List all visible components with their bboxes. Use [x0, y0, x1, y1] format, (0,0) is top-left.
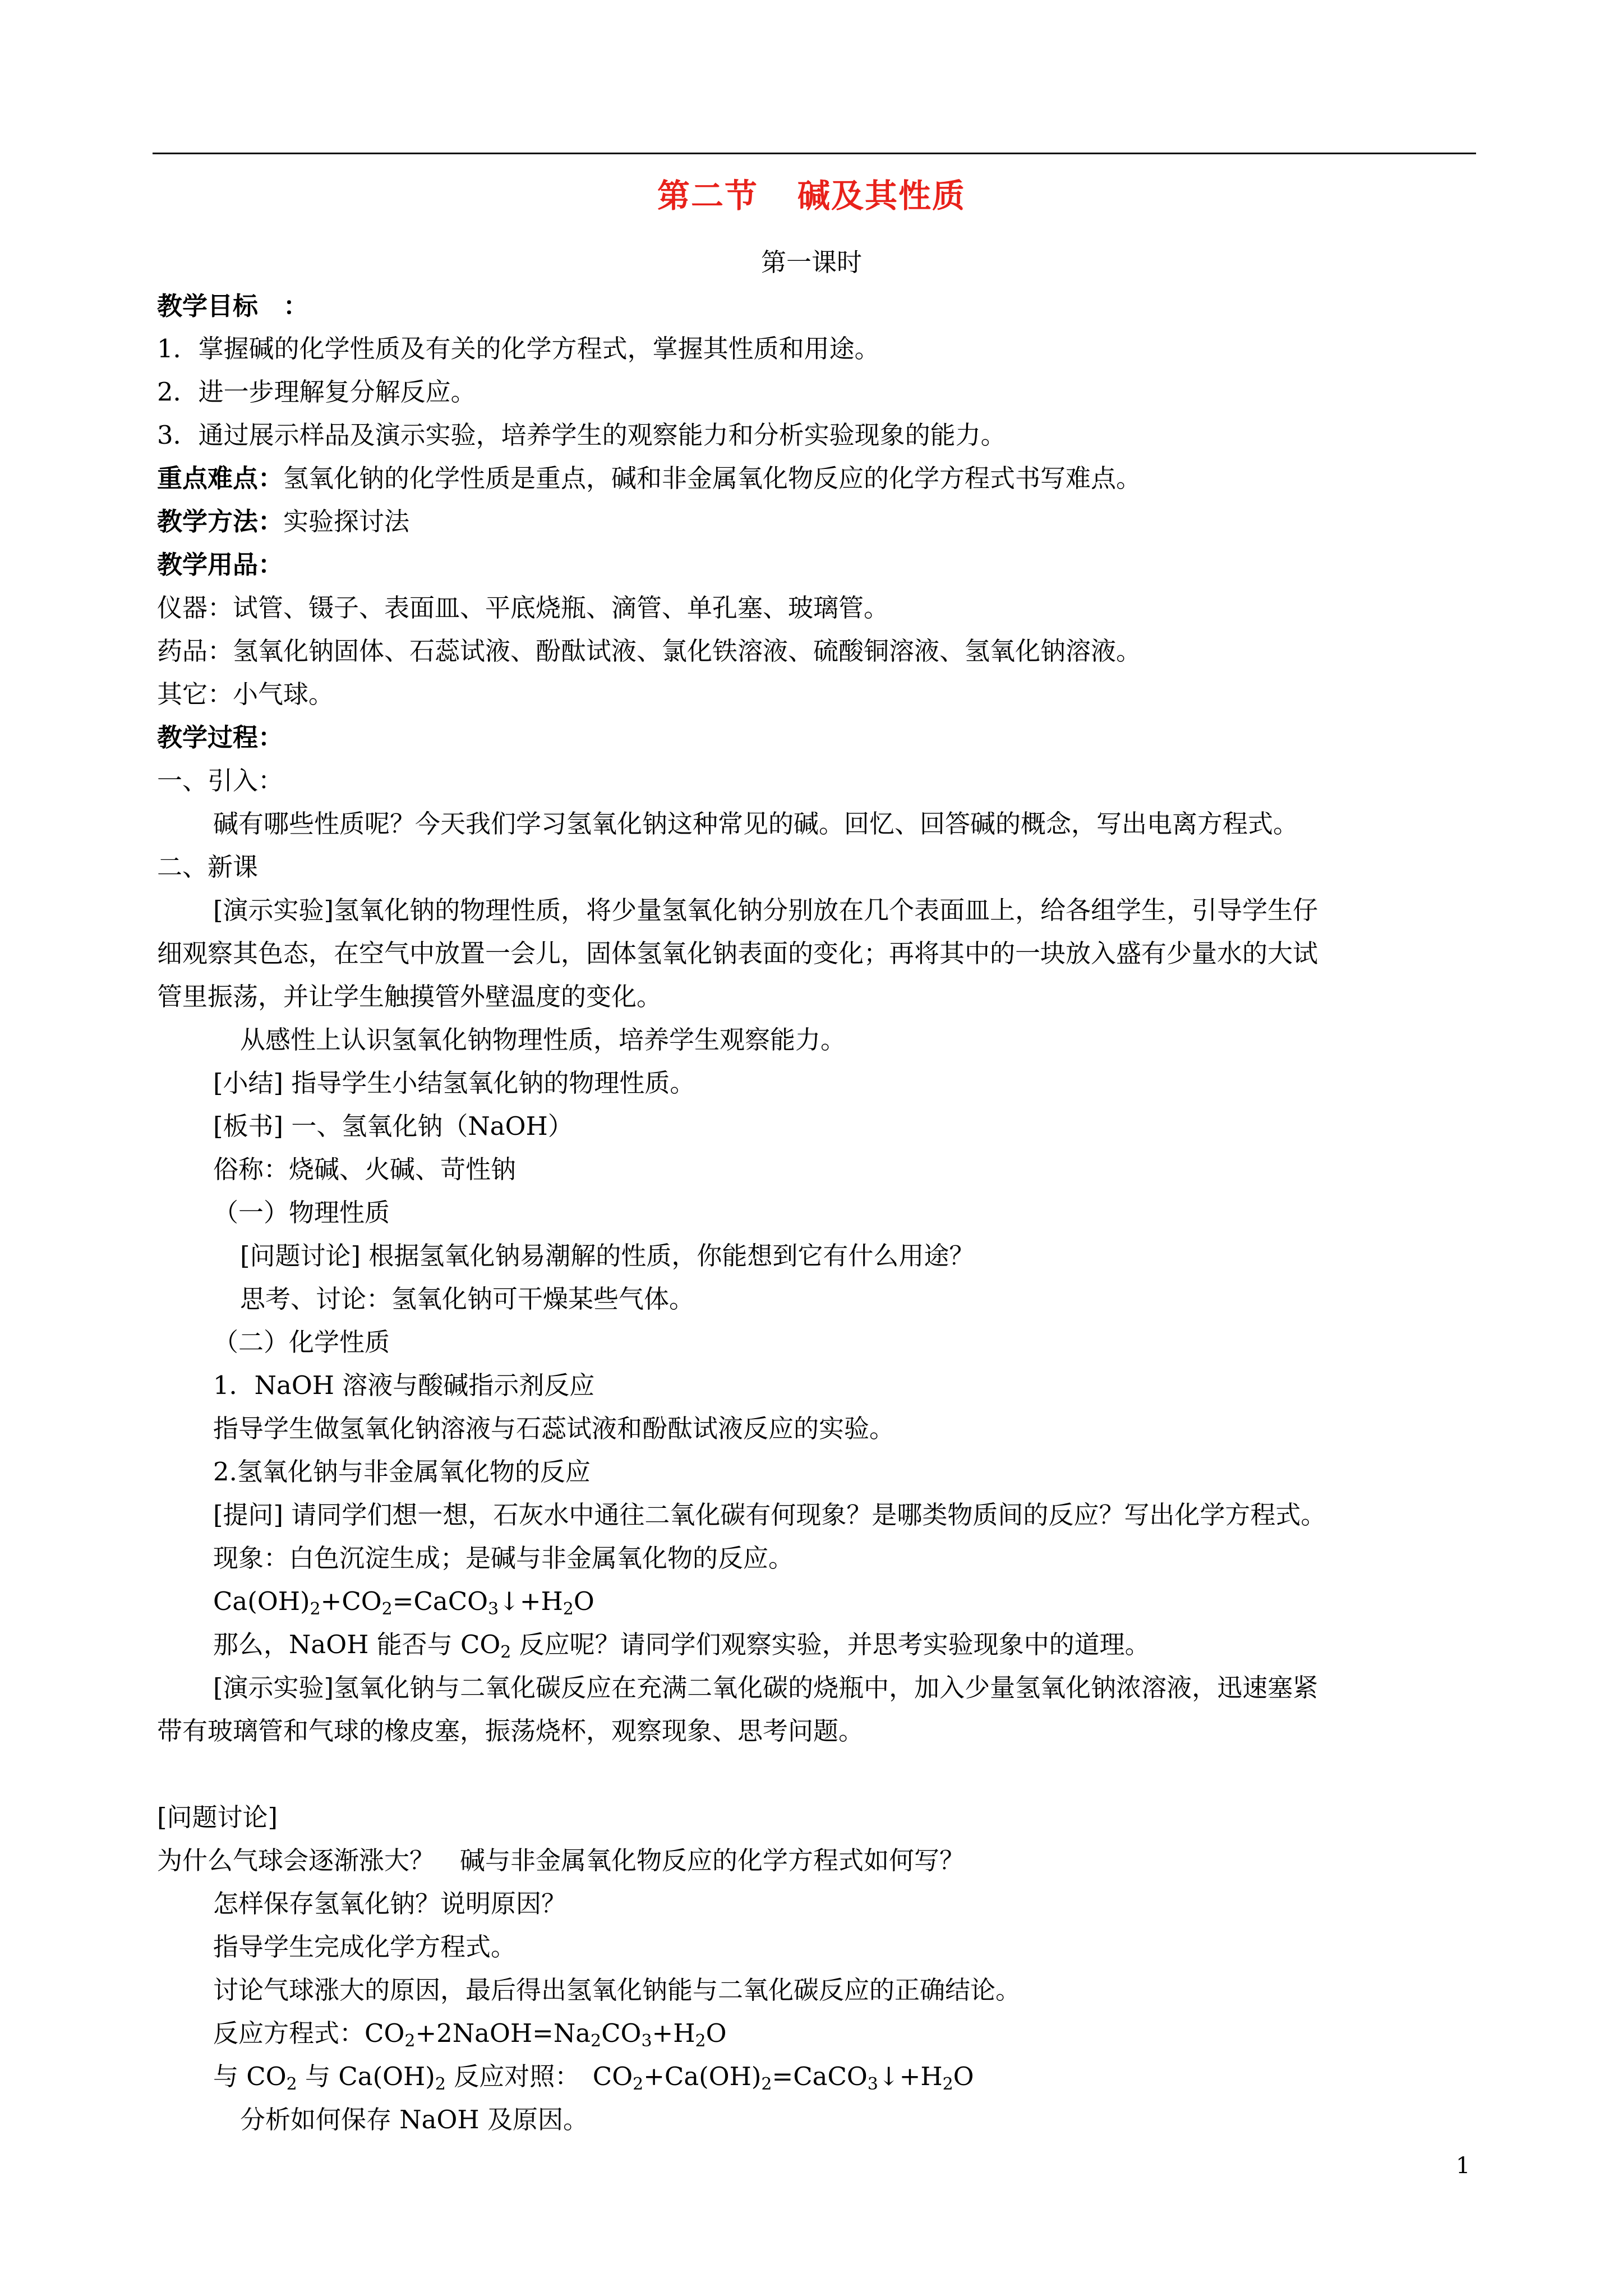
demo1-line: 管里振荡，并让学生触摸管外壁温度的变化。	[157, 982, 662, 1011]
title-topic: 碱及其性质	[797, 177, 966, 215]
objective-item: 3．通过展示样品及演示实验，培养学生的观察能力和分析实验现象的能力。	[157, 420, 1006, 450]
discussion-answer: 思考、讨论：氢氧化钠可干燥某些气体。	[240, 1284, 695, 1314]
precipitate-arrow-icon: ↓	[499, 1586, 520, 1616]
key-points-text: 氢氧化钠的化学性质是重点，碱和非金属氧化物反应的化学方程式书写难点。	[283, 463, 1142, 493]
teacher-question: [提问] 请同学们想一想，石灰水中通往二氧化碳有何现象？是哪类物质间的反应？写出化学方程式。	[213, 1500, 1326, 1530]
chem-item-1-text: 指导学生做氢氧化钠溶液与石蕊试液和酚酞试液反应的实验。	[213, 1414, 895, 1443]
board-note: [板书] 一、氢氧化钠（NaOH）	[213, 1111, 573, 1141]
demo2-line: [演示实验]氢氧化钠与二氧化碳反应在充满二氧化碳的烧瓶中，加入少量氢氧化钠浓溶液，迅速塞紧	[213, 1673, 1318, 1703]
why-question: 为什么气球会逐渐涨大？ 碱与非金属氧化物反应的化学方程式如何写？	[157, 1846, 965, 1875]
method-text: 实验探讨法	[283, 507, 410, 536]
materials-others: 其它：小气球。	[157, 679, 334, 709]
intro-heading: 一、引入：	[157, 766, 284, 795]
demo1-line: [演示实验]氢氧化钠的物理性质，将少量氢氧化钠分别放在几个表面皿上，给各组学生，引导学生仔	[213, 895, 1318, 925]
teaching-method	[157, 505, 409, 539]
page-title	[0, 169, 1623, 217]
key-points-label: 重点难点：	[157, 463, 284, 493]
guide-note: 指导学生完成化学方程式。	[213, 1932, 517, 1962]
objectives-heading: 教学目标 ：	[157, 291, 309, 321]
discussion-heading: [问题讨论]	[157, 1802, 278, 1832]
conclusion-note: 讨论气球涨大的原因，最后得出氢氧化钠能与二氧化碳反应的正确结论。	[213, 1975, 1021, 2005]
page-number: 1	[1456, 2153, 1470, 2179]
discussion-question: [问题讨论] 根据氢氧化钠易潮解的性质，你能想到它有什么用途？	[240, 1241, 975, 1271]
equation-1: $Ca(OH)_2+CO_2=CaCO_3↓+H_2O$	[213, 1586, 594, 1619]
demo1-line: 细观察其色态，在空气中放置一会儿，固体氢氧化钠表面的变化；再将其中的一块放入盛有少量水的大试	[157, 938, 1318, 968]
demo2-line: 带有玻璃管和气球的橡皮塞，振荡烧杯，观察现象、思考问题。	[157, 1716, 864, 1746]
key-points	[157, 462, 1141, 495]
precipitate-arrow-icon: ↓	[878, 2062, 900, 2091]
phenomenon: 现象：白色沉淀生成；是碱与非金属氧化物的反应。	[213, 1543, 794, 1573]
equation-2: 反应方程式：$CO_2+2NaOH=Na_2CO_3+H_2O$	[213, 2018, 727, 2051]
materials-instruments: 仪器：试管、镊子、表面皿、平底烧瓶、滴管、单孔塞、玻璃管。	[157, 593, 889, 623]
title-section: 第二节	[657, 177, 758, 215]
equation-3: 与 $CO_2$ 与 $Ca(OH)_2$ 反应对照： $CO_2+Ca(OH)_2=CaCO_3↓+H_2O$	[213, 2062, 974, 2094]
new-lesson-heading: 二、新课	[157, 852, 259, 882]
materials-reagents: 药品：氢氧化钠固体、石蕊试液、酚酞试液、氯化铁溶液、硫酸铜溶液、氢氧化钠溶液。	[157, 636, 1142, 666]
header-rule	[153, 153, 1476, 154]
storage-question: 怎样保存氢氧化钠？说明原因？	[213, 1889, 567, 1918]
then-question: 那么，NaOH 能否与 $CO_2$ 反应呢？请同学们观察实验，并思考实验现象中的道理。	[213, 1630, 1150, 1662]
chem-item-1: 1．NaOH 溶液与酸碱指示剂反应	[213, 1370, 595, 1400]
subtitle: 第一课时	[760, 247, 862, 277]
process-heading: 教学过程：	[157, 723, 284, 752]
materials-heading: 教学用品：	[157, 550, 284, 579]
intro-text: 碱有哪些性质呢？今天我们学习氢氧化钠这种常见的碱。回忆、回答碱的概念，写出电离方程式。	[213, 809, 1299, 839]
objective-item: 1．掌握碱的化学性质及有关的化学方程式，掌握其性质和用途。	[157, 334, 880, 364]
summary-note: [小结] 指导学生小结氢氧化钠的物理性质。	[213, 1068, 695, 1098]
chemical-properties-heading: （二）化学性质	[213, 1327, 390, 1357]
common-names: 俗称：烧碱、火碱、苛性钠	[213, 1154, 517, 1184]
sense-note: 从感性上认识氢氧化钠物理性质，培养学生观察能力。	[240, 1025, 846, 1055]
objective-item: 2．进一步理解复分解反应。	[157, 377, 476, 407]
analysis-note: 分析如何保存 NaOH 及原因。	[240, 2105, 588, 2134]
chem-item-2: 2.氢氧化钠与非金属氧化物的反应	[213, 1457, 591, 1487]
method-label: 教学方法：	[157, 507, 284, 536]
physical-properties-heading: （一）物理性质	[213, 1198, 390, 1227]
